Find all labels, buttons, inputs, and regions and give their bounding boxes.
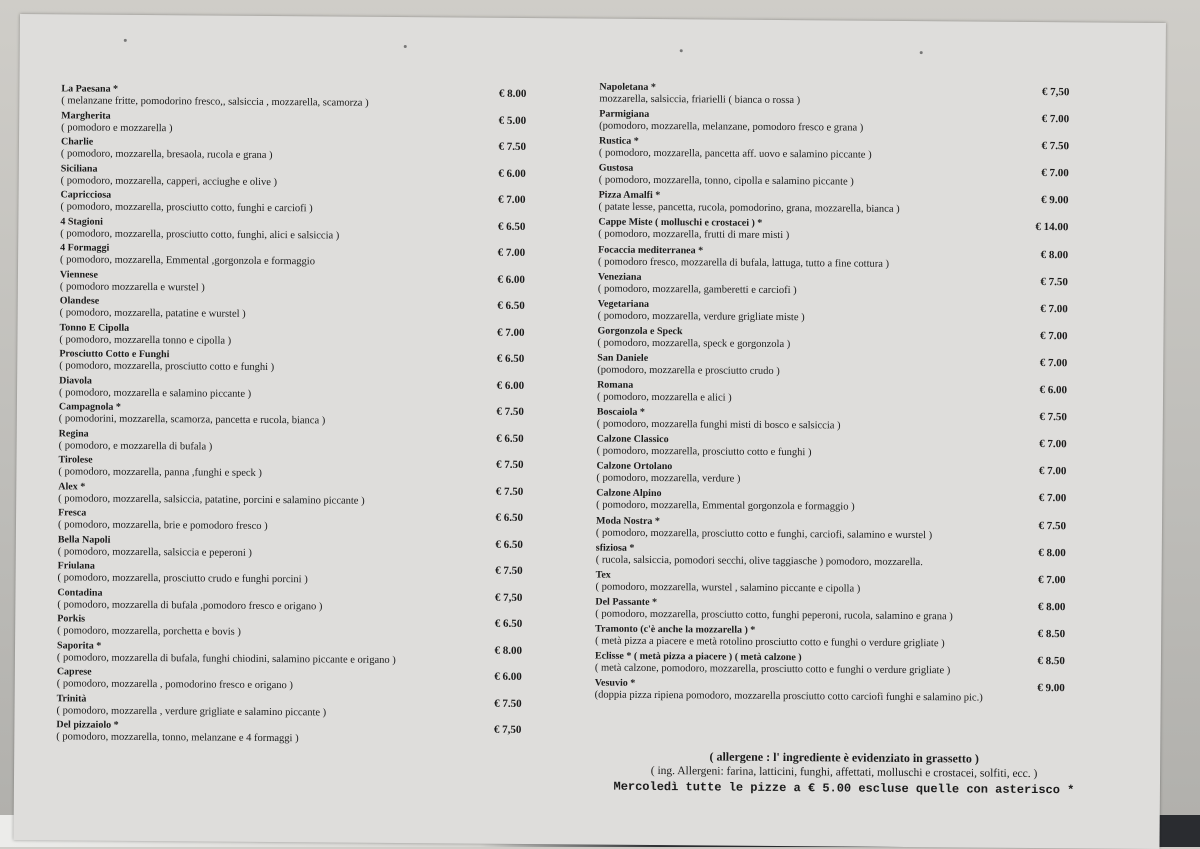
pizza-ingredients: ( pomodoro, mozzarella, prosciutto cotto, funghi e carciofi ) — [60, 201, 313, 215]
pizza-price: € 7.50 — [494, 697, 522, 710]
pizza-ingredients: (pomodoro, mozzarella, melanzane, pomodoro fresco e grana ) — [599, 120, 864, 134]
pizza-price: € 8.00 — [1037, 600, 1066, 614]
pizza-price: € 7.00 — [497, 246, 526, 259]
pizza-ingredients: ( pomodoro, mozzarella di bufala, funghi chiodini, salamino piccante e origano ) — [56, 651, 396, 666]
menu-item — [58, 482, 523, 512]
pizza-ingredients: ( pomodoro, mozzarella e alici ) — [596, 391, 732, 404]
pizza-ingredients: mozzarella, salsiccia, friarielli ( bianca o rossa ) — [599, 93, 801, 107]
pizza-name: Gustosa — [598, 162, 634, 175]
pizza-name: Alex * — [58, 480, 86, 493]
pizza-name: Vegetariana — [597, 298, 650, 310]
pizza-price: € 9.00 — [1037, 682, 1065, 695]
menu-item — [599, 164, 1069, 195]
pizza-ingredients: ( pomodoro, mozzarella, panna ,funghi e speck ) — [58, 466, 262, 479]
pizza-price: € 8.00 — [1040, 248, 1069, 261]
pizza-price: € 8.50 — [1037, 627, 1066, 641]
pizza-price: € 7.50 — [495, 564, 523, 577]
pizza-price: € 6.00 — [494, 670, 522, 683]
pizza-name: Boscaiola * — [596, 406, 645, 419]
menu-item — [595, 679, 1065, 710]
menu-column-right — [595, 83, 1070, 710]
menu-item — [599, 83, 1069, 114]
pizza-ingredients: ( pomodoro, mozzarella, salsiccia, patatine, porcini e salamino piccante ) — [58, 492, 365, 507]
pizza-name: 4 Stagioni — [60, 215, 103, 228]
pizza-price: € 7.50 — [495, 485, 524, 498]
pizza-ingredients: ( pomodoro, mozzarella , pomodorino fresco e origano ) — [56, 678, 293, 692]
menu-item — [597, 381, 1067, 412]
pizza-price: € 7.00 — [1038, 492, 1067, 505]
menu-item — [60, 296, 525, 326]
pizza-ingredients: ( pomodoro, mozzarella, capperi, acciughe e olive ) — [60, 174, 278, 188]
menu-item — [58, 508, 523, 538]
pizza-price: € 6.50 — [497, 220, 526, 233]
pizza-name: San Daniele — [597, 352, 649, 364]
pizza-ingredients: ( pomodoro, mozzarella di bufala ,pomodoro fresco e origano ) — [57, 598, 323, 612]
pizza-price: € 7.00 — [1039, 438, 1067, 451]
pizza-price: € 7.50 — [1039, 411, 1067, 424]
menu-item — [60, 217, 525, 247]
pizza-ingredients: ( pomodoro, mozzarella, prosciutto cotto e funghi ) — [596, 445, 812, 459]
pizza-ingredients: ( pomodoro, mozzarella , verdure grigliate e salamino piccante ) — [56, 704, 327, 718]
allergen-note: ( allergene : l' ingrediente è evidenziato in grassetto ) — [709, 749, 979, 766]
pizza-price: € 7.00 — [1041, 113, 1070, 126]
pizza-price: € 7,50 — [494, 591, 523, 604]
pizza-price: € 5.00 — [498, 114, 527, 127]
pizza-name: sfiziosa * — [595, 542, 635, 554]
pizza-name: Calzone Alpino — [596, 487, 662, 500]
pin-hole — [404, 45, 407, 48]
pizza-price: € 6.50 — [495, 511, 524, 524]
menu-item — [597, 353, 1067, 384]
pizza-name: Del pizzaiolo * — [56, 719, 119, 731]
menu-item — [595, 570, 1065, 601]
menu-item — [596, 489, 1066, 520]
pizza-name: 4 Formaggi — [60, 242, 110, 254]
pizza-price: € 7.00 — [1041, 167, 1069, 180]
pizza-price: € 6.00 — [496, 379, 525, 392]
pizza-ingredients: ( pomodorini, mozzarella, scamorza, pancetta e rucola, bianca ) — [58, 413, 326, 427]
pizza-ingredients: ( pomodoro, mozzarella, frutti di mare misti ) — [598, 229, 790, 242]
pizza-ingredients: ( pomodoro, mozzarella, prosciutto cotto e funghi ) — [59, 360, 275, 374]
pizza-name: Margherita — [61, 109, 111, 122]
menu-item — [59, 402, 524, 432]
pizza-price: € 7.00 — [496, 326, 525, 339]
pizza-name: Tonno E Cipolla — [59, 321, 130, 334]
menu-item — [60, 270, 525, 300]
menu-item — [57, 667, 522, 697]
pizza-price: € 7.00 — [1038, 573, 1066, 586]
menu-item — [57, 641, 522, 671]
pizza-price: € 8.00 — [1038, 546, 1066, 559]
pizza-name: Fresca — [58, 507, 87, 519]
menu-item — [59, 349, 524, 379]
pizza-price: € 7,50 — [1041, 86, 1070, 99]
pizza-price: € 7.00 — [1040, 302, 1068, 315]
menu-item — [596, 516, 1066, 547]
pizza-price: € 7.00 — [1038, 465, 1067, 478]
pizza-ingredients: (doppia pizza ripiena pomodoro, mozzarella prosciutto cotto carciofi funghi e salamino pic.) — [594, 689, 983, 704]
pizza-name: Capricciosa — [60, 189, 112, 201]
pizza-name: Charlie — [60, 136, 94, 148]
pizza-price: € 7.00 — [1039, 329, 1068, 343]
pizza-ingredients: ( pomodoro, mozzarella, gamberetti e carciofi ) — [597, 283, 797, 296]
pizza-price: € 7,50 — [493, 723, 522, 736]
pizza-price: € 7.50 — [1040, 275, 1068, 288]
pin-hole — [920, 51, 923, 54]
menu-item — [60, 190, 525, 220]
pizza-name: Vesuvio * — [594, 677, 636, 689]
menu-item — [595, 652, 1065, 683]
pizza-ingredients: ( pomodoro, mozzarella, prosciutto cotto, funghi peperoni, rucola, salamino e grana ) — [595, 608, 953, 623]
menu-item — [598, 245, 1068, 276]
menu-item — [58, 535, 523, 565]
pizza-ingredients: ( pomodoro, mozzarella, pancetta aff. uovo e salamino piccante ) — [598, 147, 872, 161]
pizza-name: Prosciutto Cotto e Funghi — [59, 348, 170, 361]
pizza-ingredients: ( pomodoro, mozzarella, Emmental ,gorgonzola e formaggio — [60, 254, 316, 268]
allergen-list: ( ing. Allergeni: farina, latticini, funghi, affettati, molluschi e crostacei, solfiti, ecc. ) — [650, 764, 1038, 781]
pizza-name: Eclisse * ( metà pizza a piacere ) ( metà calzone ) — [594, 650, 802, 664]
pizza-price: € 7.50 — [1041, 140, 1070, 153]
pizza-name: Porkis — [57, 613, 86, 625]
wednesday-promo: Mercoledì tutte le pizze a € 5.00 escluse quelle con asterisco * — [613, 779, 1075, 798]
pizza-ingredients: ( patate lesse, pancetta, rucola, pomodorino, grana, mozzarella, bianca ) — [598, 201, 900, 216]
pizza-price: € 7.50 — [495, 458, 524, 471]
pizza-ingredients: ( pomodoro, mozzarella, prosciutto cotto, funghi, alici e salsiccia ) — [60, 227, 340, 242]
pizza-ingredients: ( pomodoro, mozzarella, patatine e wurstel ) — [59, 307, 246, 320]
pizza-name: Siciliana — [60, 162, 98, 175]
pizza-name: Olandese — [59, 295, 100, 307]
pizza-name: Calzone Ortolano — [596, 460, 673, 473]
pizza-name: Moda Nostra * — [595, 515, 660, 527]
menu-item — [60, 243, 525, 273]
menu-column-left — [56, 84, 526, 750]
pizza-name: Cappe Miste ( molluschi e crostacei ) * — [598, 217, 763, 230]
menu-item — [56, 720, 521, 750]
pizza-name: Napoletana * — [599, 81, 656, 93]
pizza-name: Viennese — [59, 268, 98, 281]
pizza-name: Campagnola * — [58, 401, 121, 413]
menu-item — [57, 588, 522, 618]
menu-item — [59, 376, 524, 406]
pizza-ingredients: ( pomodoro, mozzarella, brie e pomodoro fresco ) — [57, 519, 268, 532]
pizza-price: € 8.00 — [494, 644, 523, 657]
menu-item — [56, 694, 521, 724]
pizza-ingredients: ( pomodoro e mozzarella ) — [61, 121, 173, 134]
pin-hole — [124, 39, 127, 42]
pizza-name: Tex — [595, 569, 611, 581]
pizza-ingredients: ( metà pizza a piacere e metà rotolino prosciutto cotto e funghi o verdure grigliate ) — [595, 635, 945, 650]
pizza-name: Romana — [597, 379, 634, 391]
pizza-name: Bella Napoli — [57, 533, 111, 546]
pizza-name: Regina — [58, 427, 89, 440]
pizza-ingredients: ( pomodoro, mozzarella, wurstel , salamino piccante e cipolla ) — [595, 581, 861, 595]
pizza-name: Gorgonzola e Speck — [597, 325, 683, 338]
pizza-price: € 6.50 — [496, 432, 524, 445]
pizza-price: € 6.00 — [497, 273, 525, 286]
pizza-ingredients: ( pomodoro, mozzarella, tonno, melanzane e 4 formaggi ) — [56, 731, 299, 745]
pizza-ingredients: ( pomodoro, mozzarella, speck e gorgonzola ) — [597, 337, 791, 350]
pizza-name: Caprese — [56, 666, 92, 678]
pizza-price: € 8.50 — [1037, 654, 1065, 668]
pizza-price: € 7.50 — [496, 405, 524, 418]
pizza-ingredients: ( pomodoro, mozzarella, bresaola, rucola e grana ) — [60, 148, 273, 161]
pizza-price: € 14.00 — [1035, 221, 1069, 234]
menu-item — [597, 326, 1067, 357]
pizza-ingredients: ( pomodoro, mozzarella e salamino piccante ) — [58, 386, 252, 400]
pizza-name: La Paesana * — [61, 83, 119, 95]
pizza-ingredients: ( pomodoro, mozzarella, verdure grigliate miste ) — [597, 310, 805, 323]
pizza-price: € 6.50 — [494, 617, 523, 630]
pizza-ingredients: ( pomodoro, mozzarella, tonno, cipolla e salamino piccante ) — [598, 174, 854, 188]
pizza-ingredients: ( rucola, salsiccia, pomodori secchi, olive taggiasche ) pomodoro, mozzarella. — [595, 554, 923, 568]
menu-item — [61, 111, 526, 141]
pizza-name: Focaccia mediterranea * — [598, 244, 704, 256]
menu-item — [57, 614, 522, 644]
pizza-name: Tirolese — [58, 454, 93, 466]
pizza-price: € 6.50 — [496, 352, 525, 365]
pizza-name: Tramonto (c'è anche la mozzarella ) * — [595, 623, 756, 636]
pizza-price: € 6.00 — [498, 167, 526, 180]
pizza-price: € 6.50 — [497, 299, 525, 312]
pizza-price: € 9.00 — [1041, 194, 1069, 207]
pizza-price: € 7.50 — [498, 140, 527, 153]
menu-item — [599, 110, 1069, 141]
pizza-ingredients: ( pomodoro, mozzarella, verdure ) — [596, 472, 741, 485]
pizza-name: Trinità — [56, 692, 87, 705]
menu-item — [61, 164, 526, 194]
menu-item — [599, 137, 1069, 168]
pizza-ingredients: ( pomodoro mozzarella e wurstel ) — [59, 280, 205, 293]
pizza-price: € 7.50 — [1038, 519, 1067, 532]
pizza-name: Contadina — [57, 586, 103, 599]
pizza-price: € 6.00 — [1039, 384, 1068, 397]
menu-item — [58, 455, 523, 485]
pizza-name: Diavola — [59, 374, 92, 387]
pizza-name: Pizza Amalfi * — [598, 189, 661, 202]
pizza-ingredients: ( metà calzone, pomodoro, mozzarella, prosciutto cotto e funghi o verdure grigliate ) — [594, 662, 951, 677]
pizza-name: Veneziana — [597, 271, 642, 283]
menu-item — [598, 272, 1068, 303]
menu-item — [57, 561, 522, 591]
pizza-ingredients: ( pomodoro, mozzarella tonno e cipolla ) — [59, 333, 232, 347]
pizza-name: Parmigiana — [599, 108, 650, 121]
pizza-ingredients: (pomodoro, mozzarella e prosciutto crudo ) — [597, 364, 780, 377]
menu-item — [61, 84, 526, 114]
pizza-ingredients: ( pomodoro, mozzarella, porchetta e bovis ) — [57, 625, 241, 638]
menu-sheet — [14, 14, 1166, 849]
pizza-ingredients: ( pomodoro, mozzarella, prosciutto crudo e funghi porcini ) — [57, 572, 308, 586]
pizza-price: € 7.00 — [1039, 356, 1068, 370]
pizza-ingredients: ( pomodoro, mozzarella funghi misti di bosco e salsiccia ) — [596, 418, 841, 432]
menu-item — [596, 462, 1066, 493]
pizza-ingredients: ( pomodoro, e mozzarella di bufala ) — [58, 439, 213, 453]
pizza-ingredients: ( pomodoro, mozzarella, Emmental gorgonzola e formaggio ) — [596, 499, 855, 513]
pizza-price: € 6.50 — [495, 538, 523, 551]
pizza-name: Rustica * — [598, 135, 639, 148]
pizza-ingredients: ( melanzane fritte, pomodorino fresco,, salsiccia , mozzarella, scamorza ) — [61, 95, 369, 109]
pizza-name: Del Passante * — [595, 596, 658, 608]
menu-item — [61, 137, 526, 167]
pizza-price: € 8.00 — [498, 87, 527, 100]
menu-item — [59, 429, 524, 459]
menu-item — [596, 543, 1066, 574]
pizza-ingredients: ( pomodoro fresco, mozzarella di bufala, lattuga, tutto a fine cottura ) — [598, 256, 890, 270]
pin-hole — [680, 49, 683, 52]
pizza-name: Saporita * — [56, 639, 102, 652]
pizza-ingredients: ( pomodoro, mozzarella, prosciutto cotto e funghi, carciofi, salamino e wurstel ) — [595, 527, 933, 541]
pizza-name: Friulana — [57, 560, 95, 572]
pizza-name: Calzone Classico — [596, 433, 669, 446]
pizza-price: € 7.00 — [498, 193, 526, 206]
pizza-ingredients: ( pomodoro, mozzarella, salsiccia e peperoni ) — [57, 545, 252, 559]
